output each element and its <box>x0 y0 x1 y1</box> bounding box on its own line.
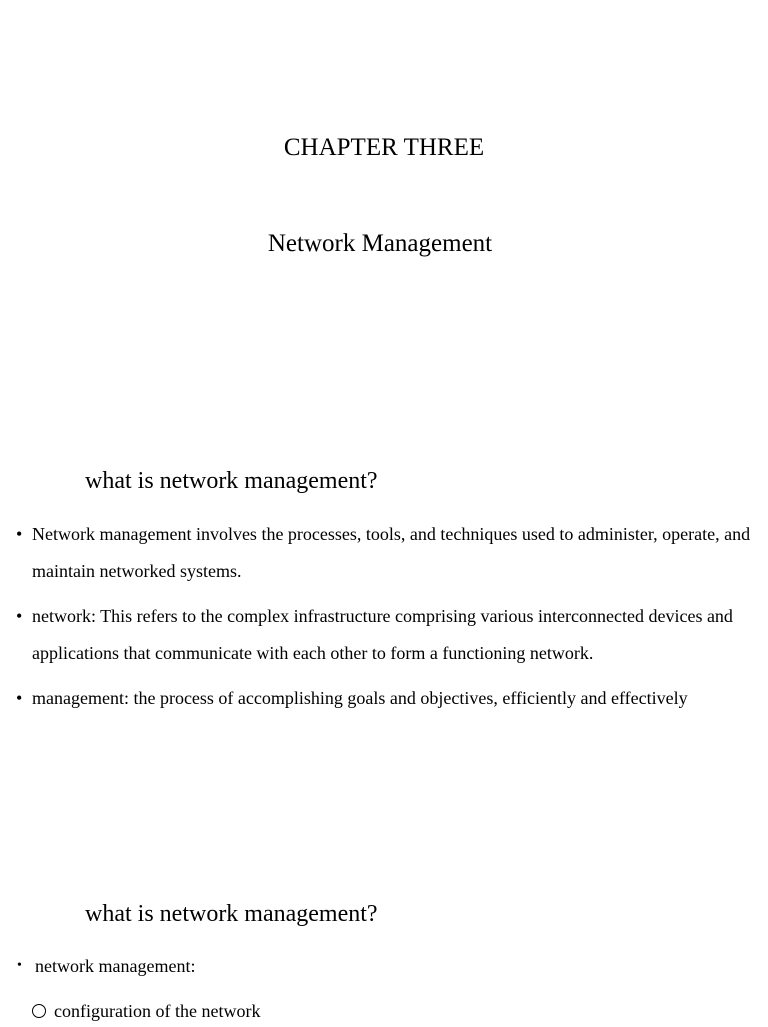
section-2-bullet-list <box>0 950 768 1027</box>
chapter-subtitle: Network Management <box>267 230 493 257</box>
bullet-icon: • <box>16 606 23 626</box>
list-item-text: Network management involves the processes, tools, and techniques used to administer, operate, and maintain networked systems. <box>32 524 751 581</box>
bullet-icon: • <box>17 958 22 973</box>
list-item-text: configuration of the network <box>54 1001 261 1021</box>
list-item-text: network: This refers to the complex infrastructure comprising various interconnected devices and applications that communicate with each other to form a functioning network. <box>32 606 733 663</box>
list-item <box>0 950 768 982</box>
section-heading-2: what is network management? <box>85 901 378 927</box>
list-item <box>0 516 768 589</box>
section-heading-1: what is network management? <box>85 468 378 494</box>
list-item <box>0 598 768 671</box>
section-1-bullet-list <box>0 516 768 726</box>
bullet-icon: • <box>16 688 23 708</box>
ring-bullet-icon <box>32 1004 46 1018</box>
list-item-text: management: the process of accomplishing goals and objectives, efficiently and effectively <box>32 688 688 708</box>
bullet-icon: • <box>16 524 23 544</box>
list-item <box>0 680 768 717</box>
chapter-title: CHAPTER THREE <box>283 134 485 161</box>
list-item-text: network management: <box>35 956 196 976</box>
list-item <box>0 995 768 1027</box>
